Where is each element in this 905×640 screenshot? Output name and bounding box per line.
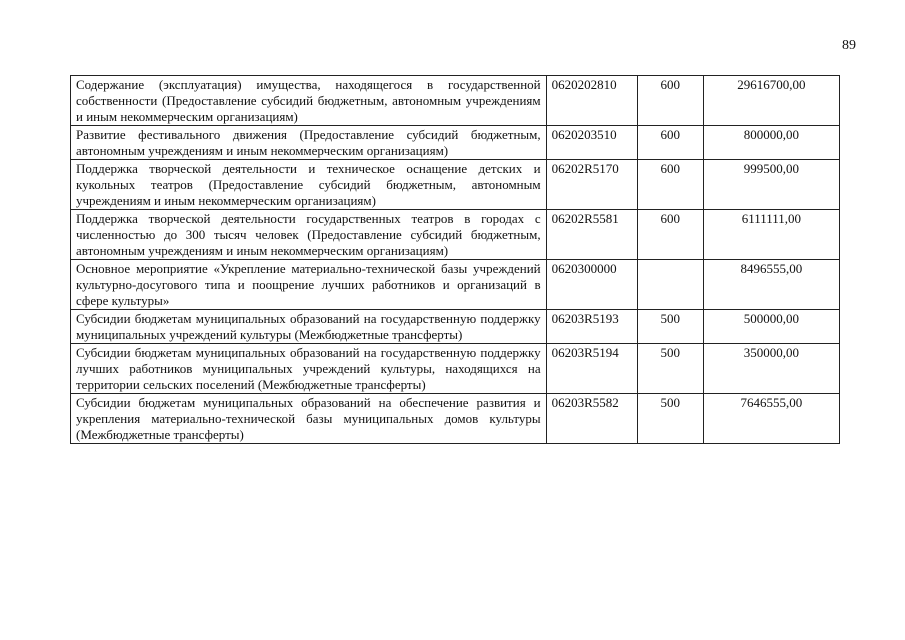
budget-table: [70, 75, 840, 444]
table-row: [71, 76, 840, 126]
table-row: [71, 344, 840, 394]
table-row: [71, 394, 840, 444]
row-expense-type: 500: [637, 310, 703, 344]
row-amount: 29616700,00: [703, 76, 839, 126]
row-target-code: 06203R5582: [546, 394, 637, 444]
table-row: [71, 260, 840, 310]
row-expense-type: [637, 260, 703, 310]
row-target-code: 06203R5193: [546, 310, 637, 344]
row-amount: 6111111,00: [703, 210, 839, 260]
row-expense-type: 600: [637, 76, 703, 126]
row-expense-type: 600: [637, 210, 703, 260]
row-description: Поддержка творческой деятельности государственных театров в городах с численностью до 300 тысяч человек (Предоставление субсидий бюджетным, автономным учреждениям и иным некоммерческим организациям): [71, 210, 547, 260]
row-amount: 350000,00: [703, 344, 839, 394]
row-target-code: 0620202810: [546, 76, 637, 126]
row-amount: 999500,00: [703, 160, 839, 210]
row-target-code: 06202R5170: [546, 160, 637, 210]
table-row: [71, 160, 840, 210]
table-row: [71, 310, 840, 344]
row-description: Поддержка творческой деятельности и техническое оснащение детских и кукольных театров (Предоставление субсидий бюджетным, автономным учреждениям и иным некоммерческим организациям): [71, 160, 547, 210]
row-target-code: 06202R5581: [546, 210, 637, 260]
row-target-code: 06203R5194: [546, 344, 637, 394]
row-expense-type: 500: [637, 344, 703, 394]
row-amount: 800000,00: [703, 126, 839, 160]
row-expense-type: 500: [637, 394, 703, 444]
row-target-code: 0620203510: [546, 126, 637, 160]
row-amount: 8496555,00: [703, 260, 839, 310]
row-description: Субсидии бюджетам муниципальных образований на государственную поддержку лучших работников муниципальных учреждений культуры, находящихся на территории сельских поселений (Межбюджетные трансферты): [71, 344, 547, 394]
row-amount: 500000,00: [703, 310, 839, 344]
row-description: Развитие фестивального движения (Предоставление субсидий бюджетным, автономным учреждениям и иным некоммерческим организациям): [71, 126, 547, 160]
row-target-code: 0620300000: [546, 260, 637, 310]
table-row: [71, 210, 840, 260]
row-description: Субсидии бюджетам муниципальных образований на государственную поддержку муниципальных учреждений культуры (Межбюджетные трансферты): [71, 310, 547, 344]
row-description: Основное мероприятие «Укрепление материально-технической базы учреждений культурно-досугового типа и поощрение лучших работников и организаций в сфере культуры»: [71, 260, 547, 310]
table-row: [71, 126, 840, 160]
row-description: Содержание (эксплуатация) имущества, находящегося в государственной собственности (Предоставление субсидий бюджетным, автономным учреждениям и иным некоммерческим организациям): [71, 76, 547, 126]
row-expense-type: 600: [637, 160, 703, 210]
row-description: Субсидии бюджетам муниципальных образований на обеспечение развития и укрепления материально-технической базы муниципальных домов культуры (Межбюджетные трансферты): [71, 394, 547, 444]
row-expense-type: 600: [637, 126, 703, 160]
row-amount: 7646555,00: [703, 394, 839, 444]
page-number: 89: [842, 38, 856, 53]
